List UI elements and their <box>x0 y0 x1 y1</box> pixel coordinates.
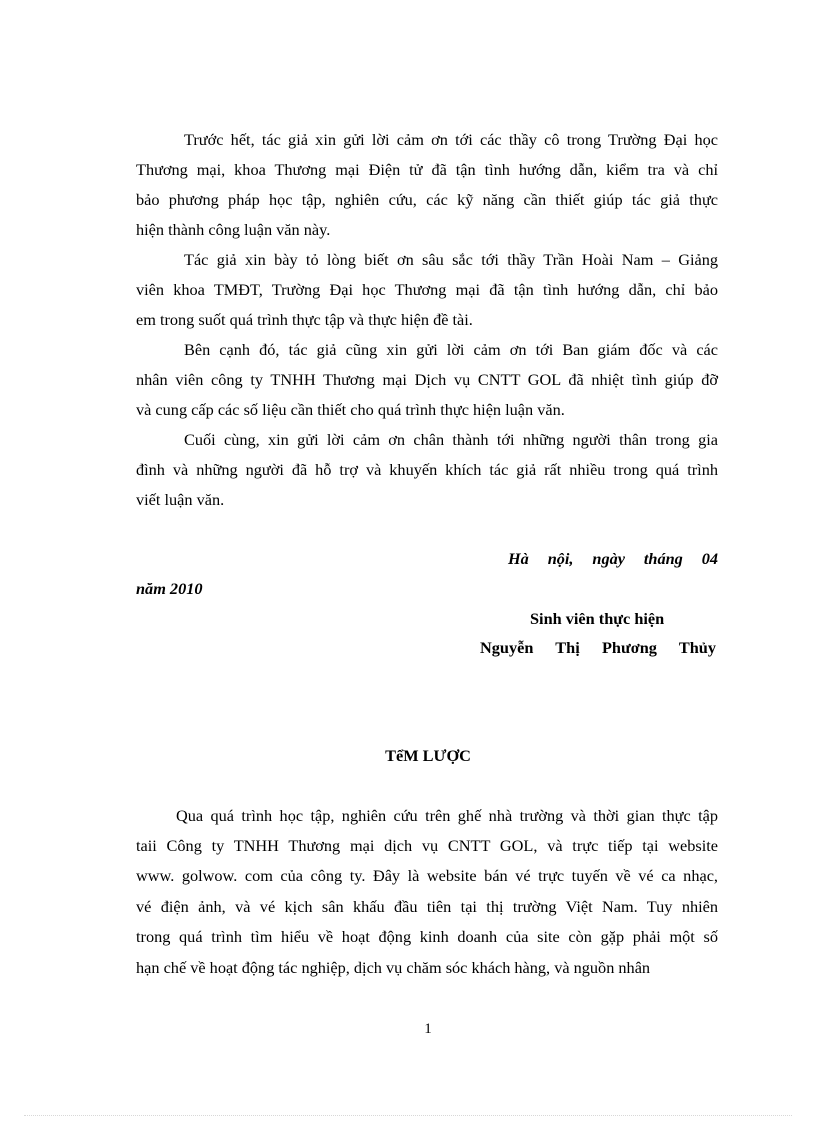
signature-role: Sinh viên thực hiện <box>530 609 665 628</box>
signature-name: Nguyễn Thị Phương Thủy <box>480 638 716 657</box>
signature-year: năm 2010 <box>136 579 203 598</box>
page-bottom-border <box>24 1115 792 1116</box>
ack-line-1: Trước hết, tác giả xin gửi lời cảm ơn tới các thầy cô trong Trường Đại học <box>184 130 718 149</box>
signature-date: Hà nội, ngày tháng 04 <box>508 549 718 568</box>
summary-line-5: trong quá trình tìm hiểu về hoạt động kinh doanh của site còn gặp phải một số <box>136 927 718 946</box>
summary-line-6: hạn chế về hoạt động tác nghiệp, dịch vụ chăm sóc khách hàng, và nguồn nhân <box>136 958 651 977</box>
ack-line-6: viên khoa TMĐT, Trường Đại học Thương mại đã tận tình hướng dẫn, chỉ bảo <box>136 280 718 299</box>
ack-line-10: và cung cấp các số liệu cần thiết cho quá trình thực hiện luận văn. <box>136 400 565 419</box>
summary-title: TểM LƯỢC <box>385 746 471 765</box>
ack-line-2: Thương mại, khoa Thương mại Điện tử đã tận tình hướng dẫn, kiểm tra và chỉ <box>136 160 718 179</box>
ack-line-9: nhân viên công ty TNHH Thương mại Dịch vụ CNTT GOL đã nhiệt tình giúp đỡ <box>136 370 718 389</box>
ack-line-4: hiện thành công luận văn này. <box>136 220 331 239</box>
ack-line-13: viết luận văn. <box>136 490 225 509</box>
summary-line-4: vé điện ảnh, và vé kịch sân khấu đầu tiên tại thị trường Việt Nam. Tuy nhiên <box>136 897 718 916</box>
ack-line-12: đình và những người đã hỗ trợ và khuyến khích tác giả rất nhiều trong quá trình <box>136 460 718 479</box>
ack-line-11: Cuối cùng, xin gửi lời cảm ơn chân thành tới những người thân trong gia <box>184 430 718 449</box>
summary-line-3: www. golwow. com của công ty. Đây là website bán vé trực tuyến về vé ca nhạc, <box>136 866 718 885</box>
ack-line-7: em trong suốt quá trình thực tập và thực hiện đề tài. <box>136 310 473 329</box>
ack-line-5: Tác giả xin bày tỏ lòng biết ơn sâu sắc tới thầy Trần Hoài Nam – Giảng <box>184 250 718 269</box>
ack-line-3: bảo phương pháp học tập, nghiên cứu, các kỹ năng cần thiết giúp tác giả thực <box>136 190 718 209</box>
summary-line-2: taii Công ty TNHH Thương mại dịch vụ CNTT GOL, và trực tiếp tại website <box>136 836 718 855</box>
page-number: 1 <box>424 1021 432 1037</box>
ack-line-8: Bên cạnh đó, tác giả cũng xin gửi lời cảm ơn tới Ban giám đốc và các <box>184 340 718 359</box>
summary-line-1: Qua quá trình học tập, nghiên cứu trên ghế nhà trường và thời gian thực tập <box>176 806 718 825</box>
